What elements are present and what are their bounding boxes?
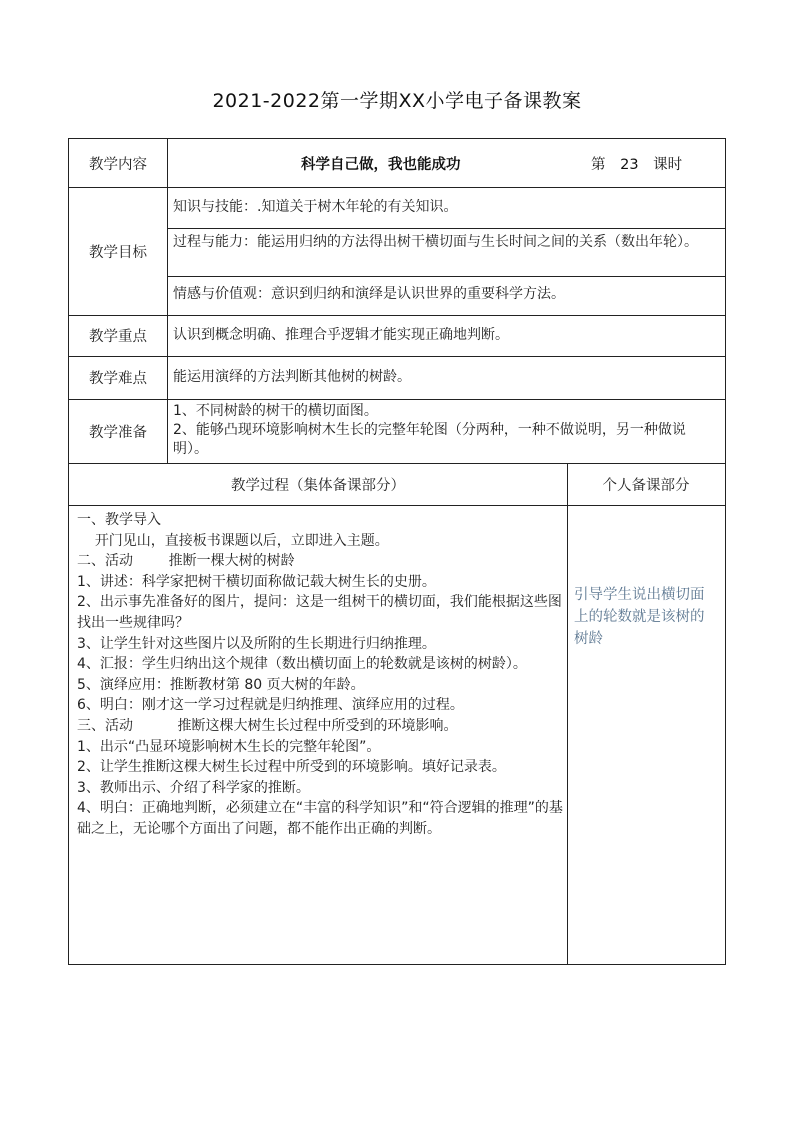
row-divider <box>167 276 725 277</box>
process-line: 开门见山，直接板书课题以后，立即进入主题。 <box>77 532 389 549</box>
process-line: 5、演绎应用：推断教材第 80 页大树的年龄。 <box>77 676 365 693</box>
row-divider <box>69 505 725 506</box>
process-line: 4、明白：正确地判断，必须建立在“丰富的科学知识”和“符合逻辑的推理”的基础之上，无论哪个方面出了问题，都不能作出正确的判断。 <box>77 800 563 837</box>
lesson-topic: 科学自己做，我也能成功 <box>301 157 461 173</box>
preparation-item-1: 1、不同树龄的树干的横切面图。 <box>173 403 378 419</box>
process-line: 1、讲述：科学家把树干横切面称做记载大树生长的史册。 <box>77 573 436 590</box>
process-line: 6、明白：刚才这一学习过程就是归纳推理、演绎应用的过程。 <box>77 697 464 714</box>
difficulty-label: 教学难点 <box>89 371 147 387</box>
process-body <box>77 510 563 840</box>
process-header: 教学过程（集体备课部分） <box>231 477 405 494</box>
preparation-item-2: 2、能够凸现环境影响树木生长的完整年轮图（分两种，一种不做说明，另一种做说明）。 <box>173 422 686 457</box>
goal-emotion: 情感与价值观：意识到归纳和演绎是认识世界的重要科学方法。 <box>173 286 565 302</box>
key-point-label: 教学重点 <box>89 329 147 345</box>
goals-label: 教学目标 <box>89 244 147 261</box>
process-line: 2、出示事先准备好的图片，提问：这是一组树干的横切面，我们能根据这些图找出一些规律吗？ <box>77 594 562 631</box>
process-line: 3、让学生针对这些图片以及所附的生长期进行归纳推理。 <box>77 635 436 652</box>
process-line: 三、活动 推断这棵大树生长过程中所受到的环境影响。 <box>77 717 458 734</box>
difficulty-text: 能运用演绎的方法判断其他树的树龄。 <box>173 369 411 385</box>
process-line: 2、让学生推断这棵大树生长过程中所受到的环境影响。填好记录表。 <box>77 759 506 776</box>
key-point-text: 认识到概念明确、推理合乎逻辑才能实现正确地判断。 <box>173 327 509 343</box>
personal-note: 引导学生说出横切面上的轮数就是该树的树龄 <box>574 587 705 647</box>
document-title: 2021-2022第一学期XX小学电子备课教案 <box>212 90 582 112</box>
preparation-label: 教学准备 <box>89 424 147 441</box>
row-divider <box>167 228 725 229</box>
process-line: 1、出示“凸显环境影响树木生长的完整年轮图”。 <box>77 738 381 755</box>
content-label: 教学内容 <box>89 156 147 173</box>
process-line: 3、教师出示、介绍了科学家的推断。 <box>77 779 310 796</box>
goal-knowledge: 知识与技能：.知道关于树木年轮的有关知识。 <box>173 199 458 215</box>
lesson-period: 第 23 课时 <box>591 157 683 173</box>
column-divider <box>567 463 568 964</box>
content-cell <box>167 139 725 187</box>
personal-header: 个人备课部分 <box>602 477 690 494</box>
lesson-plan-table <box>68 138 726 965</box>
process-line: 二、活动 推断一棵大树的树龄 <box>77 553 295 570</box>
process-line: 一、教学导入 <box>77 512 161 528</box>
process-line: 4、汇报：学生归纳出这个规律（数出横切面上的轮数就是该树的树龄）。 <box>77 656 527 673</box>
goal-process: 过程与能力：能运用归纳的方法得出树干横切面与生长时间之间的关系（数出年轮）。 <box>173 234 698 250</box>
